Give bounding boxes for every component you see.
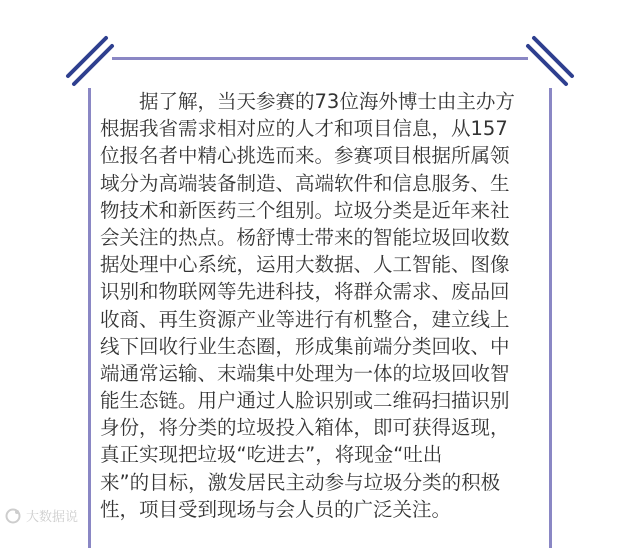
article-line: 物技术和新医药三个组别。垃圾分类是近年来社 bbox=[100, 198, 510, 222]
article-line: 据处理中心系统，运用大数据、人工智能、图像 bbox=[100, 253, 510, 277]
corner-stripes-left-icon bbox=[62, 32, 122, 92]
article-line: 性，项目受到现场与会人员的广泛关注。 bbox=[100, 497, 452, 521]
article-body bbox=[100, 88, 540, 523]
article-line: 位报名者中精心挑选而来。参赛项目根据所属领 bbox=[100, 144, 510, 168]
frame-left-border bbox=[88, 88, 91, 548]
article-line: 真正实现把垃圾“吃进去”，将现金“吐出 bbox=[100, 443, 443, 467]
article-line: 会关注的热点。杨舒博士带来的智能垃圾回收数 bbox=[100, 225, 510, 249]
article-line: 来”的目标，激发居民主动参与垃圾分类的积极 bbox=[100, 470, 501, 494]
article-line: 根据我省需求相对应的人才和项目信息，从157 bbox=[100, 117, 508, 141]
ring-icon bbox=[4, 507, 22, 525]
article-line: 能生态链。用户通过人脸识别或二维码扫描识别 bbox=[100, 389, 510, 413]
article-line: 据了解，当天参赛的73位海外博士由主办方 bbox=[100, 90, 515, 113]
article-line: 线下回收行业生态圈，形成集前端分类回收、中 bbox=[100, 334, 510, 358]
watermark bbox=[4, 506, 78, 525]
article-line: 身份，将分类的垃圾投入箱体，即可获得返现， bbox=[100, 416, 510, 440]
article-line: 域分为高端装备制造、高端软件和信息服务、生 bbox=[100, 171, 510, 195]
frame-top-border bbox=[112, 57, 528, 60]
frame-right-border bbox=[549, 88, 552, 548]
corner-stripes-right-icon bbox=[520, 32, 580, 92]
watermark-text: 大数据说 bbox=[26, 510, 79, 525]
article-line: 识别和物联网等先进科技，将群众需求、废品回 bbox=[100, 280, 510, 304]
article-line: 端通常运输、末端集中处理为一体的垃圾回收智 bbox=[100, 361, 510, 385]
article-line: 收商、再生资源产业等进行有机整合，建立线上 bbox=[100, 307, 510, 331]
